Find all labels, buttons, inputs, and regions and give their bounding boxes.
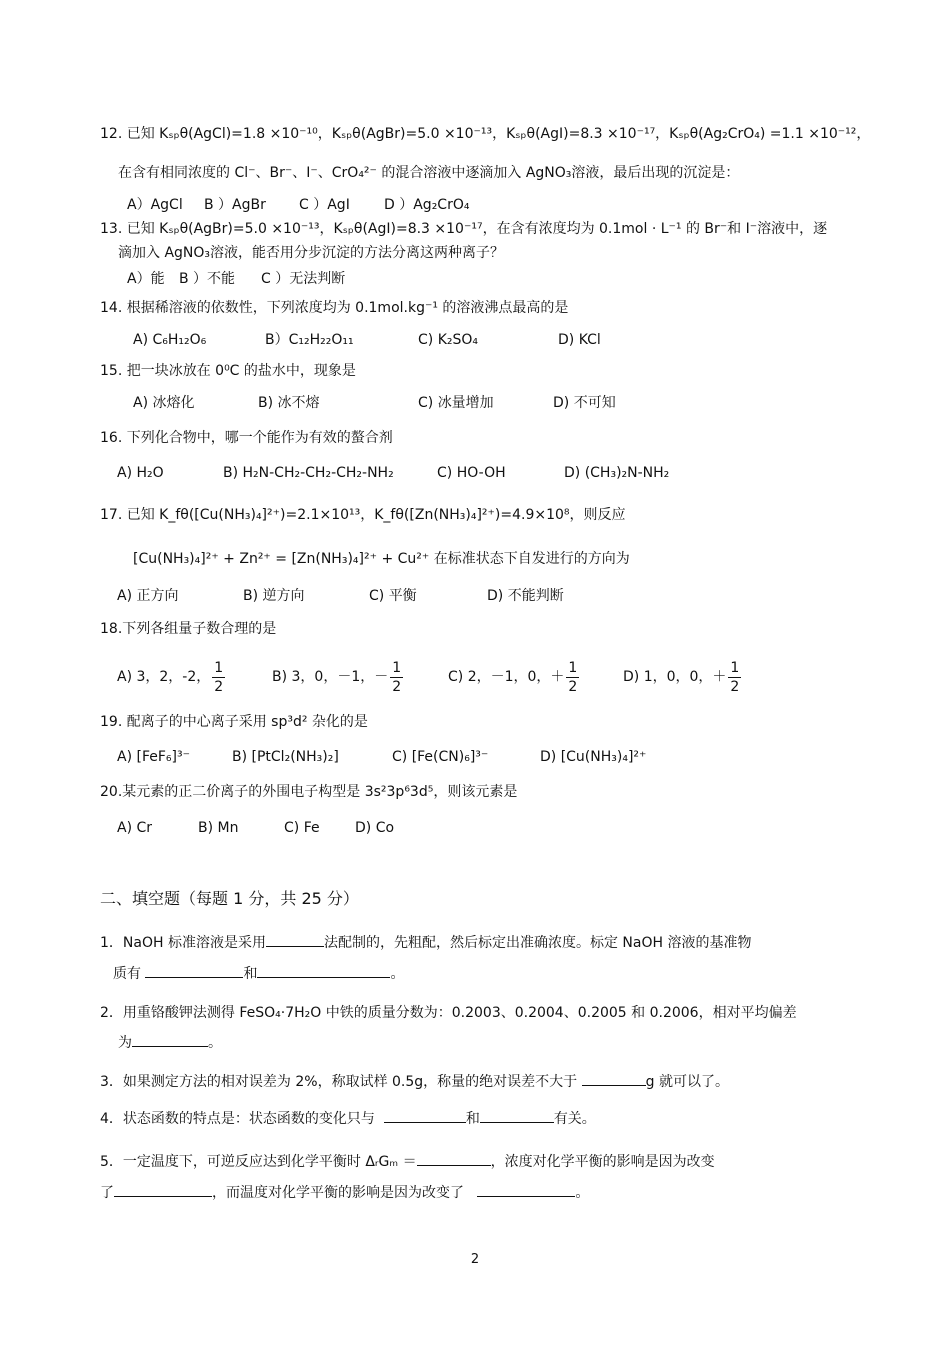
option-d: D) 不可知 <box>553 395 616 411</box>
fraction-denominator: 2 <box>214 678 224 695</box>
option-c: C ）AgI <box>299 197 350 213</box>
option-c: C) HO-OH <box>437 465 506 481</box>
blank <box>257 963 390 978</box>
q16-options <box>117 463 669 483</box>
option-a: A) 正方向 <box>117 588 179 604</box>
fill-1-line-1 <box>100 932 751 953</box>
option-c-text: C) 2，－1，0，＋ <box>448 669 565 685</box>
q13-line-2: 滴加入 AgNO₃溶液，能否用分步沉淀的方法分离这两种离子？ <box>118 245 505 261</box>
fraction-denominator: 2 <box>568 678 578 695</box>
q12-options <box>127 195 469 215</box>
fill-1-text-a: 1．NaOH 标准溶液是采用 <box>100 935 266 951</box>
q18-options <box>117 657 743 697</box>
option-d <box>623 657 743 697</box>
option-c: C) 平衡 <box>369 588 417 604</box>
fraction <box>390 659 403 696</box>
q14-stem: 14. 根据稀溶液的依数性，下列浓度均为 0.1mol.kg⁻¹ 的溶液沸点最高的是 <box>100 300 569 316</box>
q13-options <box>127 269 345 289</box>
option-b: B) 冰不熔 <box>258 395 320 411</box>
fraction-numerator: 1 <box>568 659 578 676</box>
option-a-text: A) 3，2，-2， <box>117 669 211 685</box>
fraction <box>566 659 579 696</box>
option-d: D) (CH₃)₂N-NH₂ <box>564 465 670 481</box>
fill-3-text-a: 3．如果测定方法的相对误差为 2%，称取试样 0.5g，称量的绝对误差不大于 <box>100 1074 578 1090</box>
q15-stem: 15. 把一块冰放在 0⁰C 的盐水中，现象是 <box>100 363 356 379</box>
fill-5-text-b: ，浓度对化学平衡的影响是因为改变 <box>490 1154 715 1170</box>
blank <box>477 1182 575 1197</box>
blank <box>266 932 324 947</box>
fill-3-text-b: g 就可以了。 <box>645 1074 729 1090</box>
q19-options <box>117 747 646 767</box>
fill-2-text-a: 2．用重铬酸钾法测得 FeSO₄·7H₂O 中铁的质量分数为：0.2003、0.2004、0.2005 和 0.2006，相对平均偏差 <box>100 1005 797 1021</box>
page-number: 2 <box>470 1252 480 1267</box>
q14-options <box>133 330 601 350</box>
q17-line-1: 17. 已知 K_fθ([Cu(NH₃)₄]²⁺)=2.1×10¹³，K_fθ([Zn(NH₃)₄]²⁺)=4.9×10⁸，则反应 <box>100 507 626 523</box>
blank <box>582 1071 646 1086</box>
blank <box>417 1151 491 1166</box>
option-b: B) [PtCl₂(NH₃)₂] <box>232 749 339 765</box>
option-d: D) KCl <box>558 332 601 348</box>
q20-options <box>117 818 394 838</box>
option-d: D) [Cu(NH₃)₄]²⁺ <box>540 749 647 765</box>
option-b <box>272 657 448 697</box>
fill-5-text-c: 了 <box>100 1185 114 1201</box>
blank <box>145 963 243 978</box>
q16-stem: 16. 下列化合物中，哪一个能作为有效的螯合剂 <box>100 430 393 446</box>
fill-2-text-b: 为 <box>118 1035 132 1051</box>
fill-5-line-2 <box>100 1182 589 1203</box>
fraction <box>728 659 741 696</box>
option-c: C) Fe <box>284 820 320 836</box>
fraction <box>212 659 225 696</box>
option-a <box>117 657 272 697</box>
q12-line-1: 12. 已知 Kₛₚθ(AgCl)=1.8 ×10⁻¹⁰，Kₛₚθ(AgBr)=5.0 ×10⁻¹³，Kₛₚθ(AgI)=8.3 ×10⁻¹⁷，Kₛₚθ(Ag₂CrO₄) =1.1 ×10⁻¹²， <box>100 126 871 142</box>
option-d: D ）Ag₂CrO₄ <box>384 197 470 213</box>
option-c: C) [Fe(CN)₆]³⁻ <box>392 749 489 765</box>
fill-1-text-d: 和 <box>243 966 258 982</box>
q19-stem: 19. 配离子的中心离子采用 sp³d² 杂化的是 <box>100 714 368 730</box>
fill-2-line-1 <box>100 1003 797 1023</box>
q13-line-1: 13. 已知 Kₛₚθ(AgBr)=5.0 ×10⁻¹³，Kₛₚθ(AgI)=8.3 ×10⁻¹⁷，在含有浓度均为 0.1mol · L⁻¹ 的 Br⁻和 I⁻溶液中，逐 <box>100 221 828 237</box>
fill-5-text-a: 5．一定温度下，可逆反应达到化学平衡时 ΔᵣGₘ ＝ <box>100 1154 417 1170</box>
option-b-text: B) 3，0，－1，－ <box>272 669 389 685</box>
option-b: B) H₂N-CH₂-CH₂-CH₂-NH₂ <box>223 465 394 481</box>
option-a: A) Cr <box>117 820 153 836</box>
q17-line-2: [Cu(NH₃)₄]²⁺ + Zn²⁺ = [Zn(NH₃)₄]²⁺ + Cu²⁺ 在标准状态下自发进行的方向为 <box>133 551 630 567</box>
option-b: B) Mn <box>198 820 239 836</box>
option-c: C ）无法判断 <box>261 271 346 287</box>
q20-stem: 20.某元素的正二价离子的外围电子构型是 3s²3p⁶3d⁵，则该元素是 <box>100 784 518 800</box>
option-c: C) K₂SO₄ <box>418 332 478 348</box>
fill-5-text-e: 。 <box>575 1185 590 1201</box>
fill-5-line-1 <box>100 1151 715 1172</box>
option-b: B ）不能 <box>179 271 236 287</box>
fill-4-text-c: 有关。 <box>553 1111 596 1127</box>
fill-5-text-d: ，而温度对化学平衡的影响是因为改变了 <box>212 1185 464 1201</box>
fraction-denominator: 2 <box>730 678 740 695</box>
option-c <box>448 657 623 697</box>
option-c: C) 冰量增加 <box>418 395 494 411</box>
blank <box>480 1108 554 1123</box>
option-a: A) H₂O <box>117 465 164 481</box>
option-a: A）AgCl <box>127 197 183 213</box>
fill-2-text-c: 。 <box>208 1035 222 1051</box>
q15-options <box>133 393 616 413</box>
fraction-numerator: 1 <box>392 659 402 676</box>
option-d-text: D) 1，0，0，＋ <box>623 669 727 685</box>
option-b: B ）AgBr <box>204 197 266 213</box>
blank <box>114 1182 212 1197</box>
fill-2-line-2 <box>118 1032 222 1053</box>
blank <box>132 1032 208 1047</box>
fill-1-text-c: 质有 <box>113 966 141 982</box>
option-a: A）能 <box>127 271 165 287</box>
option-a: A) [FeF₆]³⁻ <box>117 749 190 765</box>
fill-4-text-b: 和 <box>465 1111 480 1127</box>
fill-4-text-a: 4．状态函数的特点是：状态函数的变化只与 <box>100 1111 375 1127</box>
option-b: B）C₁₂H₂₂O₁₁ <box>265 332 354 348</box>
q17-options <box>117 586 564 606</box>
option-d: D) 不能判断 <box>487 588 564 604</box>
option-a: A) C₆H₁₂O₆ <box>133 332 207 348</box>
fill-1-line-2 <box>113 963 404 984</box>
fill-1-text-b: 法配制的，先粗配，然后标定出准确浓度。标定 NaOH 溶液的基准物 <box>323 935 752 951</box>
blank <box>384 1108 466 1123</box>
fill-1-text-e: 。 <box>390 966 405 982</box>
option-b: B) 逆方向 <box>243 588 305 604</box>
option-a: A) 冰熔化 <box>133 395 195 411</box>
fill-4-line <box>100 1108 596 1129</box>
option-d: D) Co <box>355 820 395 836</box>
fill-3-line <box>100 1071 729 1092</box>
q18-stem: 18.下列各组量子数合理的是 <box>100 621 277 637</box>
fraction-denominator: 2 <box>392 678 402 695</box>
fraction-numerator: 1 <box>214 659 224 676</box>
fraction-numerator: 1 <box>730 659 740 676</box>
section-title: 二、填空题（每题 1 分，共 25 分） <box>100 889 359 908</box>
q12-line-2: 在含有相同浓度的 Cl⁻、Br⁻、I⁻、CrO₄²⁻ 的混合溶液中逐滴加入 AgNO₃溶液，最后出现的沉淀是： <box>118 165 740 181</box>
